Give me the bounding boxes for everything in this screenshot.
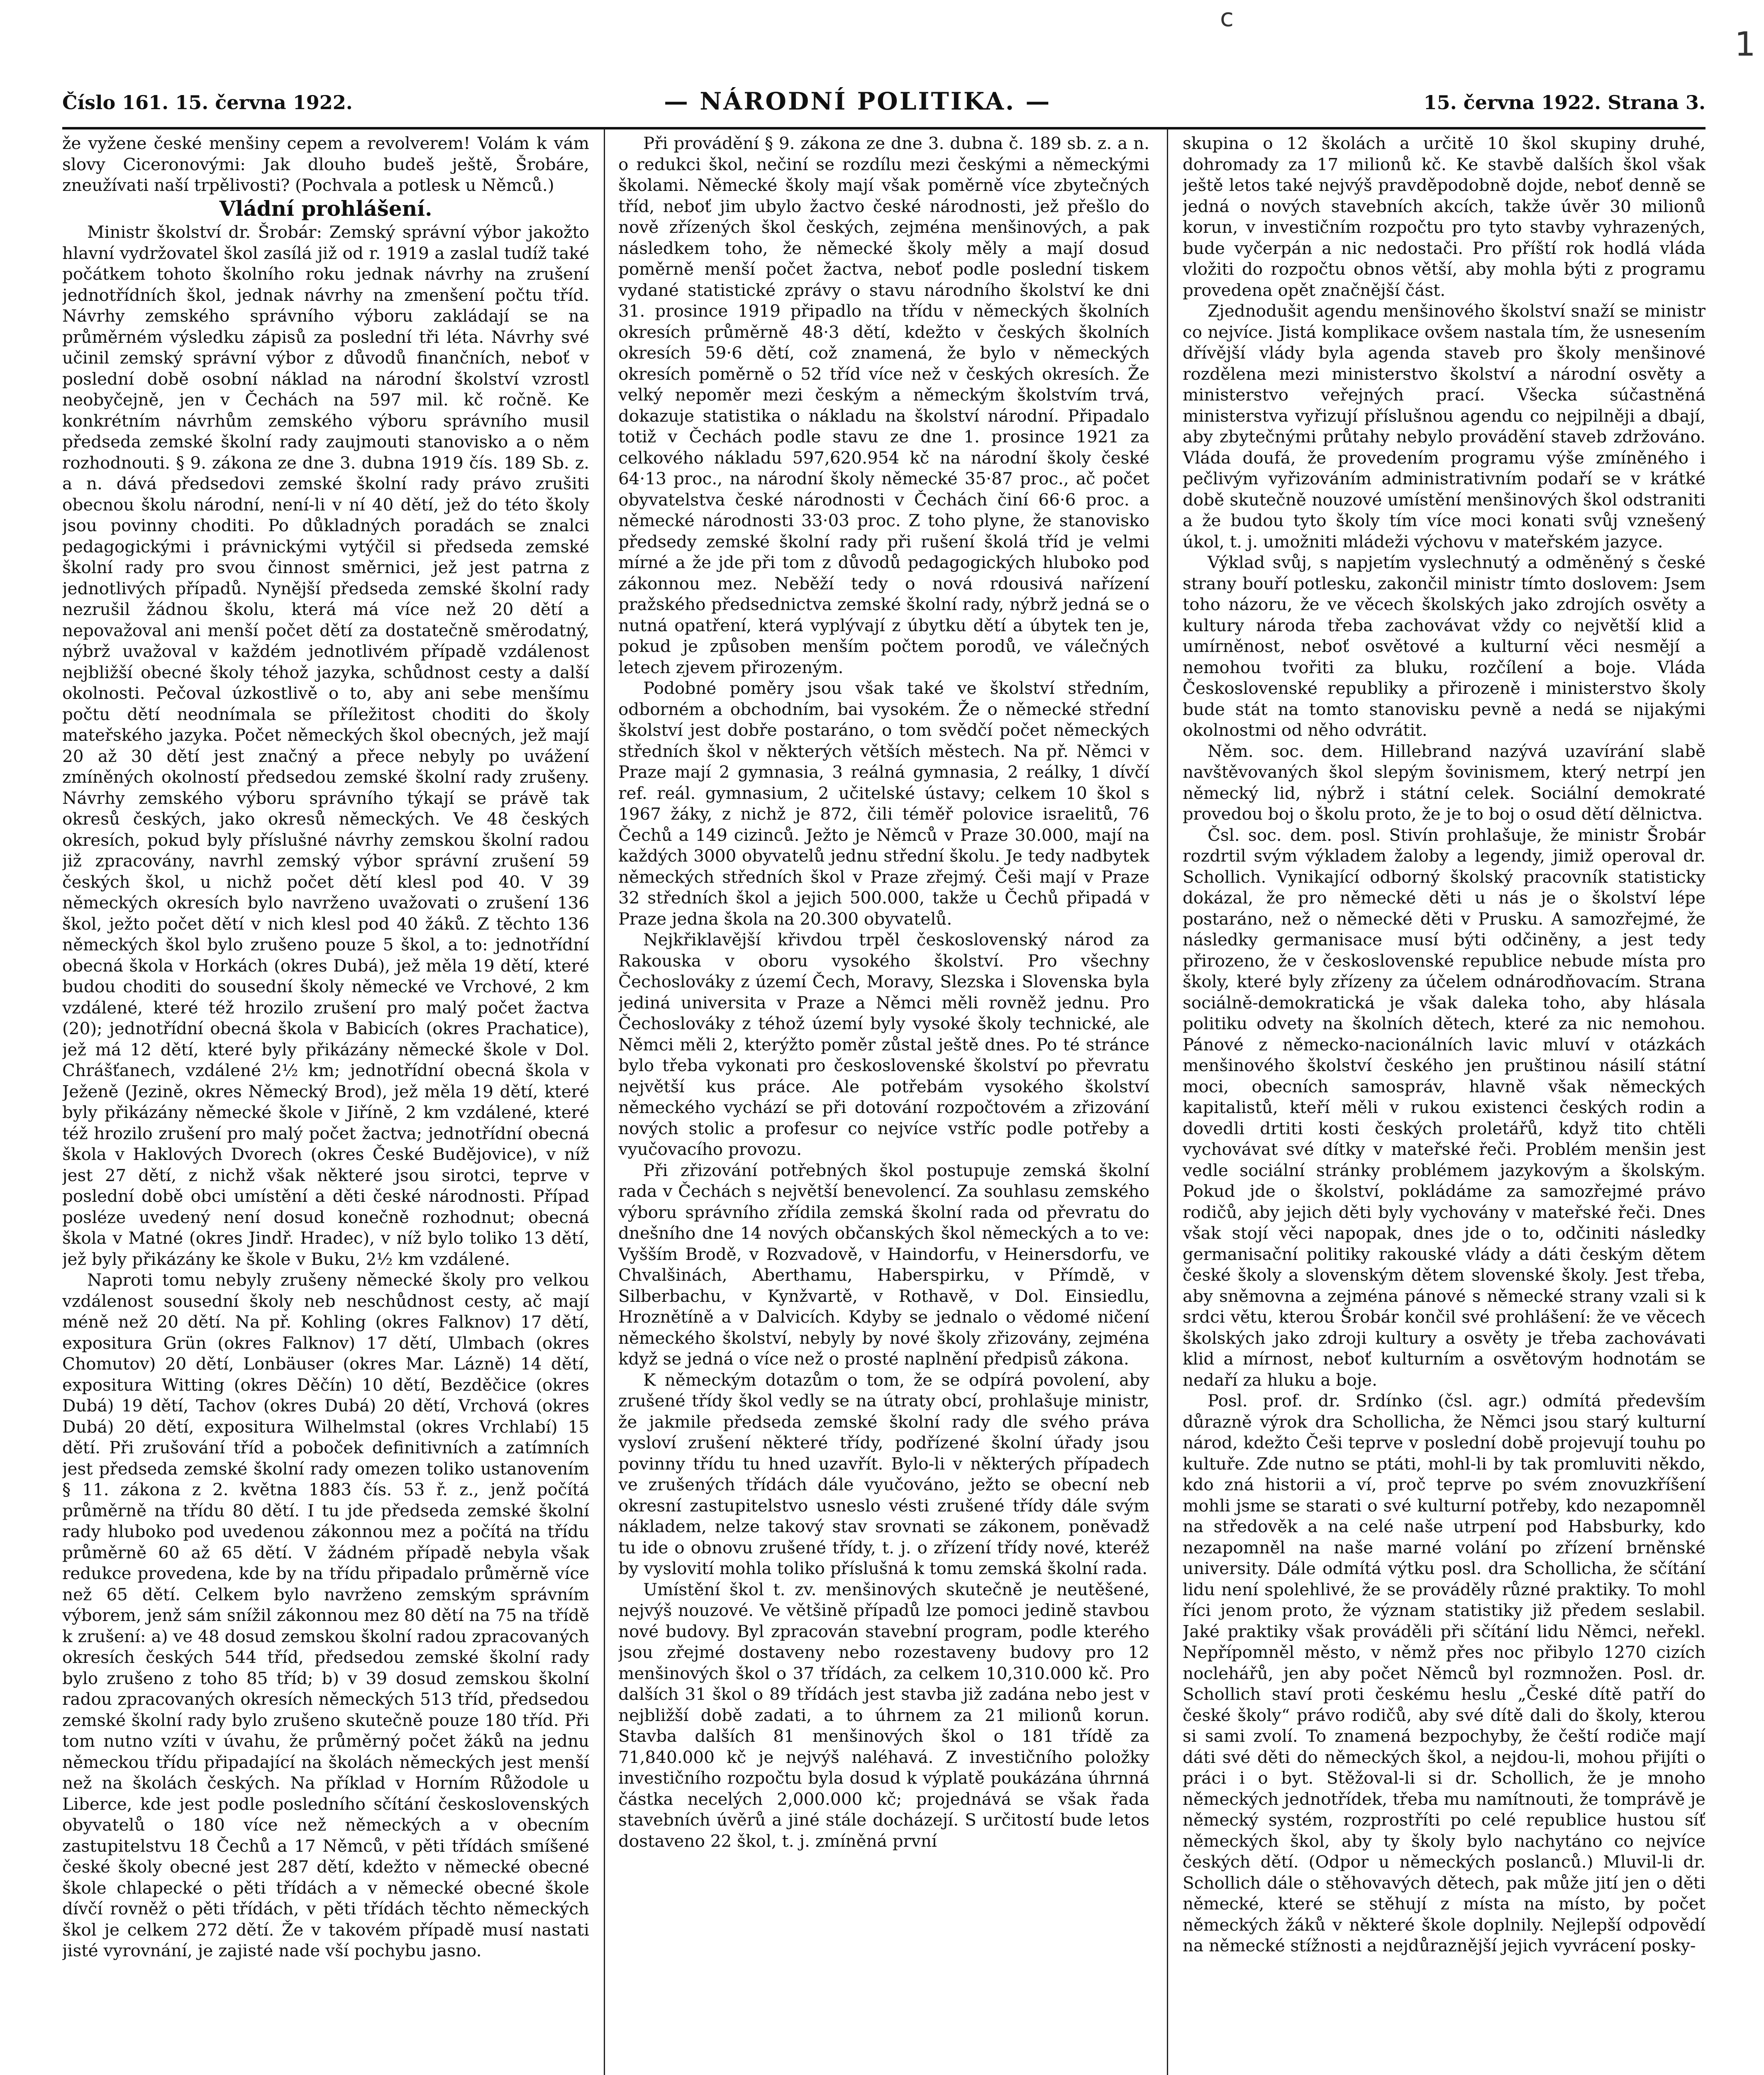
column-divider (1167, 129, 1168, 2075)
header-issue: Číslo 161. 15. června 1922. (62, 91, 353, 114)
column-2 (618, 133, 1149, 2075)
paragraph: Zjednodušit agendu menšinového školství snaží se ministr co nejvíce. Jistá komplikace ovšem nastala tím, že usnesením dřívější vlády byla agenda staveb pro školy menšinové rozdělena mezi ministerstvo školství a národní osvěty a ministerstvo veřejných prací. Všecka súčastněná ministerstva vyřizují příslušnou agendu co nejpilněji a dbají, aby zbytečnými průtahy nebylo provádění staveb zdržováno. Vláda doufá, že provedením programu výše zmíněného i pečlivým vyřizováním administrativním podaří se v krátké době skutečně nouzové umístění menšinových škol odstraniti a že budou tyto školy tím více moci konati svůj vznešený úkol, t. j. umožniti mládeži výchovu v mateřském jazyce. (1183, 301, 1705, 552)
paragraph: Nejkřiklavější křivdou trpěl československý národ za Rakouska v oboru vysokého školství. Pro všechny Čechoslováky z území Čech, Moravy, Slezska i Slovenska byla jediná universita v Praze a Němci měli rovněž jednu. Pro Čechoslováky z téhož území byly vysoké školy technické, ale Němci měli 2, kterýžto poměr zůstal ještě dnes. Po té stránce bylo třeba vykonati pro československé školství po převratu největší kus práce. Ale potřebám vysokého školství německého vychází se při dotování rozpočtovém a zřizování nových stolic a profesur co nejvíce vstříc podle potřeby a vyučovacího provozu. (618, 930, 1149, 1159)
paragraph: Při provádění § 9. zákona ze dne 3. dubna č. 189 sb. z. a n. o redukci škol, nečiní se rozdílu mezi českými a německými školami. Německé školy mají však poměrně více zbytečných tříd, neboť jim ubylo žactvo české národnosti, jež přešlo do nově zřízených škol českých, zejména menšinových, a pak následkem toho, že německé školy měly a mají dosud poměrně menší počet žactva, neboť podle poslední tiskem vydané statistické zprávy o stavu národního školství ke dni 31. prosince 1919 připadlo na třídu v německých školních okresích průměrně 48·3 dětí, kdežto v českých školních okresích 59·6 dětí, což znamená, že bylo v německých okresích poměrně o 52 tříd více než v českých okresích. Že velký nepoměr mezi českým a německým školstvím trvá, dokazuje statistika o nákladu na školství národní. Připadalo totiž v Čechách podle stavu ze dne 1. prosince 1921 za celkového nákladu 597,620.954 kč na národní školy české 64·13 proc., na národní školy německé 35·87 proc., ač počet obyvatelstva české národnosti v Čechách činí 66·6 proc. a německé národnosti 33·03 proc. Z toho plyne, že stanovisko předsedy zemské školní rady při rušení školá tříd je velmi mírné a že jde při tom z důvodů pedagogických hluboko pod zákonnou mez. Neběží tedy o nová rdousivá nařízení pražského předsednictva zemské školní rady, nýbrž jedná se o nutná opatření, která vyplývají z úbytku dětí a úbytek ten je, pokud je způsoben menším počtem porodů, ve válečných letech zjevem přirozeným. (618, 133, 1149, 677)
paragraph: Umístění škol t. zv. menšinových skutečně je neutěšené, nejvýš nouzové. Ve většině případů lze pomoci jedině stavbou nové budovy. Byl zpracován stavební program, podle kterého jsou zřejmé dostaveny nebo rozestaveny budovy pro 12 menšinových škol o 37 třídách, za celkem 10,310.000 kč. Pro dalších 31 škol o 89 třídách jest stavba již zadána nebo jest v nejbližší době zadati, a to úhrnem za 21 milionů korun. Stavba dalších 81 menšinových škol o 181 třídě za 71,840.000 kč je nejvýš naléhavá. Z investičního položky investičního rozpočtu byla dosud k výplatě poukázána úhrnná částka necelých 2,000.000 kč; projednává se však řada stavebních úvěrů a jiné stále docházejí. S určitostí bude letos dostaveno 22 škol, t. j. zmíněná první (618, 1579, 1149, 1851)
paragraph: Čsl. soc. dem. posl. Stivín prohlašuje, že ministr Šrobár rozdrtil svým výkladem žaloby a legendy, jimiž operoval dr. Schollich. Vynikající odborný školský pracovník statisticky dokázal, že pro německé děti u nás je o školství lépe postaráno, než o německé děti v Prusku. A samozřejmé, že následky germanisace musí býti odčiněny, a jest tedy přirozeno, že v československé republice nebude místa pro školy, které byly zřízeny za účelem odnárodňovacím. Strana sociálně-demokratická je však daleka toho, aby hlásala politiku odvety na školních dětech, které za nic nemohou. Pánové z německo-nacionálních lavic mluví v otázkách menšinového školství českého jen pruštinou násilí státní moci, obecních samospráv, hlavně však německých kapitalistů, kteří měli v rukou existenci českých rodin a dovedli drtiti kosti českých proletářů, když tito chtěli vychovávat své dítky v mateřské řeči. Problém menšin jest vedle sociální stránky problémem jazykovým a školským. Pokud jde o školství, pokládáme za samozřejmé právo rodičů, aby jejich děti byly vychovány v mateřské řeči. Dnes však stojí věci napopak, dnes jde o to, odčiniti následky germanisační politiky rakouské vlády a dáti českým dětem české školy a slovenským dětem slovenské školy. Jest třeba, aby sněmovna a zejména pánové s německé strany vzali si k srdci větu, kterou Šrobár končil své prohlášení: že ve věcech školských jako zdroji kultury a osvěty je třeba zachovávati klid a mírnost, neboť kulturním a osvětovým hodnotám se nedaří za hluku a boje. (1183, 825, 1705, 1390)
paragraph: Podobné poměry jsou však také ve školství středním, odborném a obchodním, bai vysokém. Že o německé střední školství jest dobře postaráno, o tom svědčí počet německých středních škol v některých větších městech. Na př. Němci v Praze mají 2 gymnasia, 3 reálná gymnasia, 2 reálky, 1 dívčí ref. reál. gymnasium, 2 učitelské ústavy; celkem 10 škol s 1967 žáky, z nichž je 872, čili téměř polovice israelitů, 76 Čechů a 149 cizinců. Ježto je Němců v Praze 30.000, mají na každých 3000 obyvatelů jednu střední školu. Je tedy nadbytek německých středních škol v Praze zřejmý. Češi mají v Praze 32 středních škol a jejich 500.000, takže u Čechů připadá v Praze jedna škola na 20.300 obyvatelů. (618, 678, 1149, 929)
header-rule (62, 127, 1705, 129)
column-3 (1183, 133, 1705, 2075)
paragraph: Ministr školství dr. Šrobár: Zemský správní výbor jakožto hlavní vydržovatel škol zasílá již od r. 1919 a zaslal tudíž také počátkem tohoto školního roku jednak návrhy na zrušení jednotřídních škol, jednak návrhy na zmenšení počtu tříd. Návrhy zemského správního výboru zakládají se na průměrném výsledku zápisů za poslední tři léta. Návrhy své učinil zemský správní výbor z důvodů finančních, neboť v poslední době osobní náklad na národní školství vzrostl neobyčejně, jen v Čechách na 597 mil. kč ročně. Ke konkrétním návrhům zemského výboru správního musil předseda zemské školní rady zaujmouti stanovisko a o něm rozhodnouti. § 9. zákona ze dne 3. dubna 1919 čís. 189 Sb. z. a n. dává předsedovi zemské školní rady právo zrušiti obecnou školu národní, není-li v ní 40 dětí, jež do této školy jsou povinny choditi. Po důkladných poradách se znalci pedagogickými i právnickými vytýčil si předseda zemské školní rady pro svou činnost směrnici, jež jest patrna z jednotlivých případů. Nynější předseda zemské školní rady nezrušil žádnou školu, která má více než 20 dětí a nepovažoval ani menší počet dětí za dostatečně směrodatný, nýbrž uvažoval v každém jednotlivém případě vzdálenost nejbližší obecné školy téhož jazyka, schůdnost cesty a další okolnosti. Pečoval úzkostlivě o to, aby ani sebe menšímu počtu dětí neodnímala se příležitost choditi do školy mateřského jazyka. Počet německých škol obecných, jež mají 20 až 30 dětí jest značný a přece nebyly po uvážení zmíněných okolností předsedou zemské školní rady zrušeny. Návrhy zemského výboru správního týkají se právě tak okresů českých, jako okresů německých. Ve 48 českých okresích, pokud byly příslušné návrhy zemskou školní radou již zpracovány, navrhl zemský výbor správní zrušení 59 českých škol, u nichž počet dětí klesl pod 40. V 39 německých okresích bylo navrženo uvažovati o zrušení 136 škol, ježto počet dětí v nich klesl pod 40 žáků. Z těchto 136 německých škol bylo zrušeno pouze 5 škol, a to: jednotřídní obecná škola v Horkách (okres Dubá), jež měla 19 dětí, které budou choditi do sousední školy německé ve Vrchové, 2 km vzdálené, které též hrozilo zrušení pro malý počet žactva (20); jednotřídní obecná škola v Babicích (okres Prachatice), jež má 12 dětí, které byly přikázány německé škole v Dol. Chrášťanech, vzdálené 2½ km; jednotřídní obecná škola v Ježeně (Jezině, okres Německý Brod), jež měla 19 dětí, které byly přikázány německé škole v Jiříně, 2 km vzdálené, které též hrozilo zrušení pro malý počet žactva; jednotřídní obecná škola v Haklových Dvorech (okres České Budějovice), v níž jest 27 dětí, z nichž však některé jsou sirotci, teprve v poslední době obci umístění a děti české národnosti. Případ posléze uvedený není dosud konečně rozhodnut; obecná škola v Matné (okres Jindř. Hradec), v níž bylo toliko 13 dětí, jež byly přikázány ke škole v Buku, 2½ km vzdálené. (62, 222, 589, 1269)
column-1 (62, 133, 589, 2075)
section-heading: Vládní prohlášení. (219, 196, 432, 221)
page-header (62, 83, 1705, 129)
corner-mark-top: c (1220, 3, 1234, 32)
paragraph: Naproti tomu nebyly zrušeny německé školy pro velkou vzdálenost sousední školy neb neschůdnost cesty, ač mají méně než 20 dětí. Na př. Kohling (okres Falknov) 17 dětí, expositura Grün (okres Falknov) 17 dětí, Ulmbach (okres Chomutov) 20 dětí, Lonbäuser (okres Mar. Lázně) 14 dětí, expositura Witting (okres Děčín) 10 dětí, Bezděčice (okres Dubá) 19 dětí, Tachov (okres Dubá) 20 dětí, Vrchová (okres Dubá) 20 dětí, expositura Wilhelmstal (okres Vrchlabí) 15 dětí. Při zrušování tříd a poboček definitivních a zatímních jest předseda zemské školní rady omezen toliko ustanovením § 11. zákona z 2. května 1883 čís. 53 ř. z., jenž počítá průměrně na třídu 80 dětí. I tu jde předseda zemské školní rady hluboko pod uvedenou zákonnou mez a počítá na třídu průměrně 60 až 65 dětí. V žádném případě nebyla však redukce provedena, kde by na třídu připadalo průměrně více než 65 dětí. Celkem bylo navrženo zemským správním výborem, jenž sám snížil zákonnou mez 80 dětí na 75 na třídě k zrušení: a) ve 48 dosud zemskou školní radou zpracovaných okresích českých 544 tříd, předsedou zemské školní rady bylo zrušeno z toho 85 tříd; b) v 39 dosud zemskou školní radou zpracovaných okresích německých 513 tříd, předsedou zemské školní rady bylo zrušeno skutečně pouze 180 tříd. Při tom nutno vzíti v úvahu, že průměrný počet žáků na jednu německou třídu připadající na školách německých jest menší než na školách českých. Na příklad v Horním Růžodole u Liberce, kde jest podle posledního sčítání československých obyvatelů o 180 více než německých a v obecním zastupitelstvu 18 Čechů a 17 Němců, v pěti třídách smíšené české školy obecné jest 287 dětí, kdežto v německé obecné škole chlapecké o pěti třídách a v německé obecné škole dívčí rovněž o pěti třídách, v pěti třídách těchto německých škol je celkem 272 dětí. Že v takovém případě musí nastati jisté vyrovnání, je zajisté nade vší pochybu jasno. (62, 1270, 589, 1960)
header-masthead: — NÁRODNÍ POLITIKA. — (664, 87, 1052, 115)
header-date-page: 15. června 1922. Strana 3. (1423, 91, 1705, 114)
paragraph: K německým dotazům o tom, že se odpírá povolení, aby zrušené třídy škol vedly se na útraty obcí, prohlašuje ministr, že jakmile předseda zemské školní rady dle svého práva vysloví zrušení některé třídy, podřízené školní úřady jsou povinny třídu tu hned uzavřít. Bylo-li v některých případech ve zrušených třídách dále vyučováno, ježto se obecní neb okresní zastupitelstvo usneslo vésti zrušené třídy dále svým nákladem, nelze takový stav srovnati se zákonem, poněvadž tu ide o obnovu zrušené třídy, t. j. o zřízení třídy nové, kteréž by vyslovití mohla toliko příslušná k tomu zemská školní rada. (618, 1370, 1149, 1578)
paragraph: Posl. prof. dr. Srdínko (čsl. agr.) odmítá především důrazně výrok dra Schollicha, že Němci jsou starý kulturní národ, kdežto Češi teprve v poslední době projevují touhu po kultuře. Zde nutno se ptáti, mohl-li by tak promluviti někdo, kdo zná historii a ví, proč teprve po svém znovuzkříšení mohli jsme se starati o své kulturní potřeby, kdo nezapomněl na středověk a na celé naše utrpení pod Habsburky, kdo nezapomněl na naše marné volání po zřízení brněnské university. Dále odmítá výtku posl. dra Schollicha, že sčítání lidu není spolehlivé, že se prováděly různé praktiky. To mohl říci jenom proto, že význam statistiky již předem seslabil. Jaké praktiky však prováděli při sčítání lidu Němci, neřekl. Nepřípomněl město, v němž přes noc přibylo 1270 cizích noclehářů, jen aby počet Němců byl rozmnožen. Posl. dr. Schollich staví proti českému heslu „České dítě patří do české školy“ právo rodičů, aby své dítě dali do školy, kterou si sami zvolí. To znamená bezpochyby, že čeští rodiče mají dáti své děti do německých škol, a nejdou-li, mohou přijíti o práci i o byt. Stěžoval-li si dr. Schollich, že je mnoho německých jednotřídek, třeba mu namítnouti, že tomprávě je německý systém, rozprostříti po celé republice hustou síť německých škol, aby ty školy bylo nachytáno co nejvíce českých dětí. (Odpor u německých poslanců.) Mluvil-li dr. Schollich dále o stěhovavých dětech, pak může jití jen o děti německé, které se stěhují z místa na místo, by počet německých žáků v některé škole doplnily. Nejlepší odpovědí na německé stížnosti a nejdůraznější jejich vyvrácení posky- (1183, 1391, 1705, 1955)
corner-mark-right: 1 (1735, 25, 1756, 63)
paragraph: skupina o 12 školách a určitě 10 škol skupiny druhé, dohromady za 17 milionů kč. Ke stavbě dalších škol však ještě letos také nejvýš pravděpodobně dojde, neboť denně se jedná o nových stavebních akcích, takže úvěr 30 milionů korun, v investičním rozpočtu pro tyto stavby vyhrazených, bude vyčerpán a nic nedostači. Pro příští rok hodlá vláda vložiti do rozpočtu obnos větší, aby mohla býti z programu provedena opět značnější část. (1183, 133, 1705, 300)
paragraph: Při zřizování potřebných škol postupuje zemská školní rada v Čechách s největší benevolencí. Za souhlasu zemského výboru správního zřídila zemská školní rada od převratu do dnešního dne 14 nových občanských škol německých a to ve: Vyšším Brodě, v Rozvadově, v Haindorfu, v Heinersdorfu, ve Chvalšinách, Aberthamu, Haberspirku, v Přímdě, v Silberbachu, v Kynžvartě, v Rothavě, v Dol. Einsiedlu, Hroznětíně a v Dalvicích. Kdyby se jednalo o vědomé ničení německého školství, nebyly by nové školy zřizovány, zejména když se jedná o více než o prosté naplnění předpisů zákona. (618, 1160, 1149, 1369)
paragraph: že vyžene české menšiny cepem a revolverem! Volám k vám slovy Ciceronovými: Jak dlouho budeš ještě, Šrobáre, zneužívati naší trpělivosti? (Pochvala a potlesk u Němců.) (62, 133, 589, 195)
paragraph: Něm. soc. dem. Hillebrand nazývá uzavírání slabě navštěvovaných škol slepým šovinismem, který netrpí jen německý lid, nýbrž i státní celek. Sociální demokraté provedou boj o školu proto, že je to boj o osud dětí dělnictva. (1183, 741, 1705, 824)
column-divider (604, 129, 605, 2075)
paragraph: Výklad svůj, s napjetím vyslechnutý a odměněný s české strany bouří potlesku, zakončil ministr tímto doslovem: Jsem toho názoru, že ve věcech školských jako zdrojích osvěty a kultury národa třeba zachovávat vždy co největší klid a umírněnost, neboť osvětové a kulturní věci nesmějí a nemohou tvořiti za bluku, rozčílení a boje. Vláda Československé republiky a přirozeně i ministerstvo školy bude stát na tomto stanovisku pevně a nedá se nijakými okolnostmi od něho odvrátit. (1183, 552, 1705, 740)
